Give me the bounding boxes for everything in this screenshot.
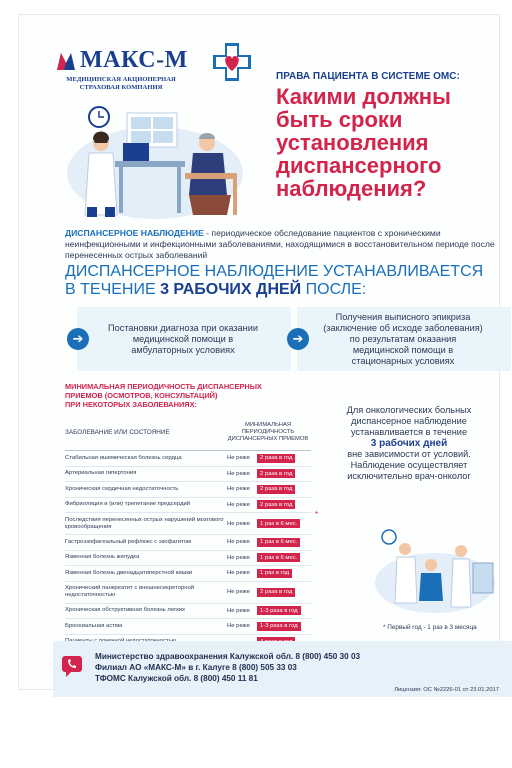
onco-line2: вне зависимости от условий. Наблюдение осуществляет исключительно врач-онколог [347,449,471,481]
frequency-prefix: Не реже [227,607,250,614]
condition-name: Последствия перенесенных острых нарушений мозгового кровообращения [65,516,224,530]
license-text: Лицензия: ОС №2226-01 от 23.01.2017 [394,687,499,693]
table-row [65,482,311,498]
frequency-badge: 2 раза в год [257,469,295,478]
condition-name: Артериальная гипертония [65,470,137,477]
table-title-line2: ПРИЕМОВ (ОСМОТРОВ, КОНСУЛЬТАЦИЙ) [65,391,218,400]
frequency-prefix: Не реже [227,570,250,577]
contacts-footer [53,641,512,697]
poster [18,14,500,693]
condition-name: Хроническая сердечная недостаточность [65,485,179,492]
arrow-right-icon: ➔ [287,328,309,350]
table-row [65,604,311,620]
table-title-line1: МИНИМАЛЬНАЯ ПЕРИОДИЧНОСТЬ ДИСПАНСЕРНЫХ [65,382,262,391]
table-row [65,566,311,582]
frequency-cell [227,454,311,463]
footnote-star: * [315,510,319,519]
table-row [65,582,311,604]
logo-m-icon [55,50,77,72]
frequency-cell [227,588,311,597]
table-row [65,513,311,535]
frequency-badge: 2 раза в год [257,454,295,463]
frequency-badge: 2 раза в год [257,485,295,494]
condition-name: Хроническая обструктивная болезнь легких [65,607,186,614]
table-row [65,498,311,514]
frequency-prefix: Не реже [227,539,250,546]
frequency-cell [227,553,311,562]
main-statement [65,263,505,299]
condition-name: Стабильная ишемическая болезнь сердца [65,454,182,461]
contact-line-branch: Филиал АО «МАКС-М» в г. Калуге 8 (800) 505 33 03 [95,663,297,672]
frequency-cell [227,519,311,528]
phone-chat-icon [61,655,83,677]
condition-name: Язвенная болезнь желудка [65,554,140,561]
arrow-right-icon: ➔ [67,328,89,350]
frequency-cell [227,538,311,547]
table-row [65,551,311,567]
main-line2-post: ПОСЛЕ: [301,281,367,298]
frequency-badge: 2 раза в год [257,588,295,597]
intro-paragraph [65,228,497,261]
frequency-prefix: Не реже [227,501,250,508]
frequency-badge: 1 раз в год [257,569,292,578]
table-row [65,619,311,635]
condition-name: Гастроэзофагеальный рефлюкс с эзофагитом [65,538,192,545]
frequency-prefix: Не реже [227,589,250,595]
page-headline: Какими должны быть сроки установления диспансерного наблюдения? [276,84,451,201]
table-header [65,415,311,451]
rights-caption: ПРАВА ПАЦИЕНТА В СИСТЕМЕ ОМС: [276,71,460,82]
contact-line-ministry: Министерство здравоохранения Калужской обл. 8 (800) 450 30 03 [95,652,361,661]
frequency-badge: 1-3 раза в год [257,622,301,631]
footnote: * Первый год - 1 раз в 3 месяца [383,624,477,631]
intro-term: ДИСПАНСЕРНОЕ НАБЛЮДЕНИЕ [65,228,204,238]
condition-name: Хронический панкреатит с внешнесекреторной недостаточностью [65,585,195,598]
logo-name: МАКС-М [80,47,188,73]
doctor-listening-illustration [369,523,499,615]
logo-subtitle-1: МЕДИЦИНСКАЯ АКЦИОНЕРНАЯ [66,76,176,83]
main-line1: ДИСПАНСЕРНОЕ НАБЛЮДЕНИЕ УСТАНАВЛИВАЕТСЯ [65,263,484,280]
frequency-cell [227,606,311,615]
frequency-badge: 2 раза в год [257,500,295,509]
frequency-prefix: Не реже [227,486,250,493]
table-row [65,535,311,551]
doctor-patient-illustration [57,103,247,221]
logo-subtitle-2: СТРАХОВАЯ КОМПАНИЯ [79,84,163,91]
condition-card-1 [72,307,291,371]
oncology-note [329,405,489,482]
frequency-badge: 1 раз в 6 мес. [257,538,300,547]
col-header-condition: ЗАБОЛЕВАНИЕ ИЛИ СОСТОЯНИЕ [65,429,170,436]
main-line2-pre: В ТЕЧЕНИЕ [65,281,161,298]
frequency-prefix: Не реже [227,623,250,630]
intro-text: - периодическое обследование пациентов с хроническими неинфекционными и инфекционными заболеваниями, находящимися в восстановительном периоде после перенесенных острых заболеваний [65,228,495,260]
contact-line-tfoms: ТФОМС Калужской обл. 8 (800) 450 11 81 [95,674,258,683]
frequency-cell [227,469,311,478]
frequency-badge: 1 раз в 6 мес. [257,553,300,562]
frequency-table [65,415,311,650]
onco-bold: 3 рабочих дней [370,438,448,449]
frequency-prefix: Не реже [227,470,250,477]
medical-cross-heart-icon [211,41,253,83]
main-line2-bold: 3 РАБОЧИХ ДНЕЙ [160,281,302,298]
condition-name: Фибрилляция и (или) трепетание предсердий [65,501,191,508]
frequency-cell [227,500,311,509]
condition-name: Бронхиальная астма [65,622,123,629]
frequency-prefix: Не реже [227,520,250,527]
condition-text-2: Получения выписного эпикриза (заключение об исходе заболевания) по результатам оказания медицинской помощи в стационарных условиях [323,311,483,366]
condition-name: Язвенная болезнь двенадцатиперстной кишки [65,569,193,576]
table-title [65,382,285,409]
frequency-cell [227,569,311,578]
frequency-prefix: Не реже [227,455,250,462]
frequency-cell [227,485,311,494]
frequency-badge: 1-3 раза в год [257,606,301,615]
table-title-line3: ПРИ НЕКОТОРЫХ ЗАБОЛЕВАНИЯХ: [65,400,197,409]
col-header-frequency: МИНИМАЛЬНАЯ ПЕРИОДИЧНОСТЬ ДИСПАНСЕРНЫХ ПРИЕМОВ [227,422,309,442]
frequency-badge: 1 раз в 6 мес. [257,519,300,528]
company-logo [55,47,205,92]
condition-text-1: Постановки диагноза при оказании медицинской помощи в амбулаторных условиях [108,322,258,355]
table-row [65,451,311,467]
onco-line1: Для онкологических больных диспансерное наблюдение устанавливается в течение [346,405,472,437]
frequency-prefix: Не реже [227,554,250,561]
condition-card-2 [292,307,511,371]
table-row [65,467,311,483]
frequency-cell [227,622,311,631]
